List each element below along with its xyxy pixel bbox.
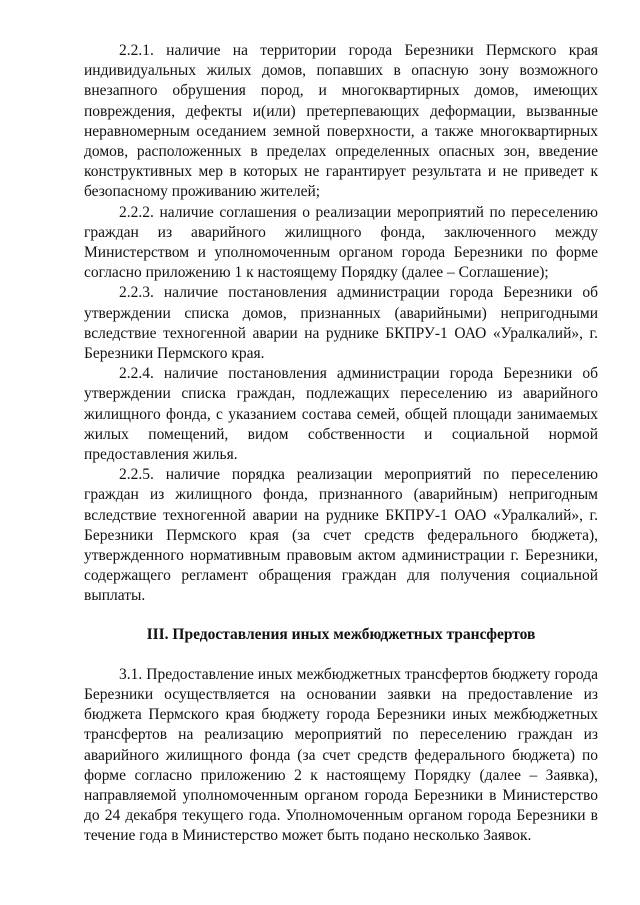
paragraph-2-2-4: 2.2.4. наличие постановления администрации города Березники об утверждении списка граждан, подлежащих переселению из аварийного жилищного фонда, с указанием состава семей, общей площади занимаемых жилых помещений, видом собственности и социальной нормой предоставления жилья. — [84, 365, 598, 464]
paragraph-2-2-3: 2.2.3. наличие постановления администрации города Березники об утверждении списка домов, признанных (аварийными) непригодными вследствие техногенной аварии на руднике БКПРУ-1 ОАО «Уралкалий», г. Березники Пермского края. — [84, 284, 598, 363]
paragraph-3-1: 3.1. Предоставление иных межбюджетных трансфертов бюджету города Березники осуществляется на основании заявки на предоставление из бюджета Пермского края бюджету города Березники иных межбюджетных трансфертов на реализацию мероприятий по переселению граждан из аварийного жилищного фонда (за счет средств федерального бюджета) по форме согласно приложению 2 к настоящему Порядку (далее – Заявка), направляемой уполномоченным органом города Березники в Министерство до 24 декабря текущего года. Уполномоченным органом города Березники в течение года в Министерство может быть подано несколько Заявок. — [84, 665, 598, 845]
paragraph-2-2-1: 2.2.1. наличие на территории города Березники Пермского края индивидуальных жилых домов, попавших в опасную зону возможного внезапного обрушения пород, и многоквартирных домов, имеющих повреждения, дефекты и(или) претерпевающих деформации, вызванные неравномерным оседанием земной поверхности, а также многоквартирных домов, расположенных в пределах определенных опасных зон, введение конструктивных мер в которых не гарантирует результата и не приведет к безопасному проживанию жителей; — [84, 42, 598, 201]
document-page — [84, 41, 598, 847]
paragraph-2-2-2: 2.2.2. наличие соглашения о реализации мероприятий по переселению граждан из аварийного жилищного фонда, заключенного между Министерством и уполномоченным органом города Березники по форме согласно приложению 1 к настоящему Порядку (далее – Соглашение); — [84, 203, 598, 282]
paragraph-2-2-5: 2.2.5. наличие порядка реализации мероприятий по переселению граждан из жилищного фонда, признанного (аварийным) непригодным вследствие техногенной аварии на руднике БКПРУ-1 ОАО «Уралкалий», г. Березники Пермского края (за счет средств федерального бюджета), утвержденного нормативным правовым актом администрации г. Березники, содержащего регламент обращения граждан для получения социальной выплаты. — [84, 466, 598, 605]
section-3-heading: III. Предоставления иных межбюджетных трансфертов — [146, 625, 536, 643]
